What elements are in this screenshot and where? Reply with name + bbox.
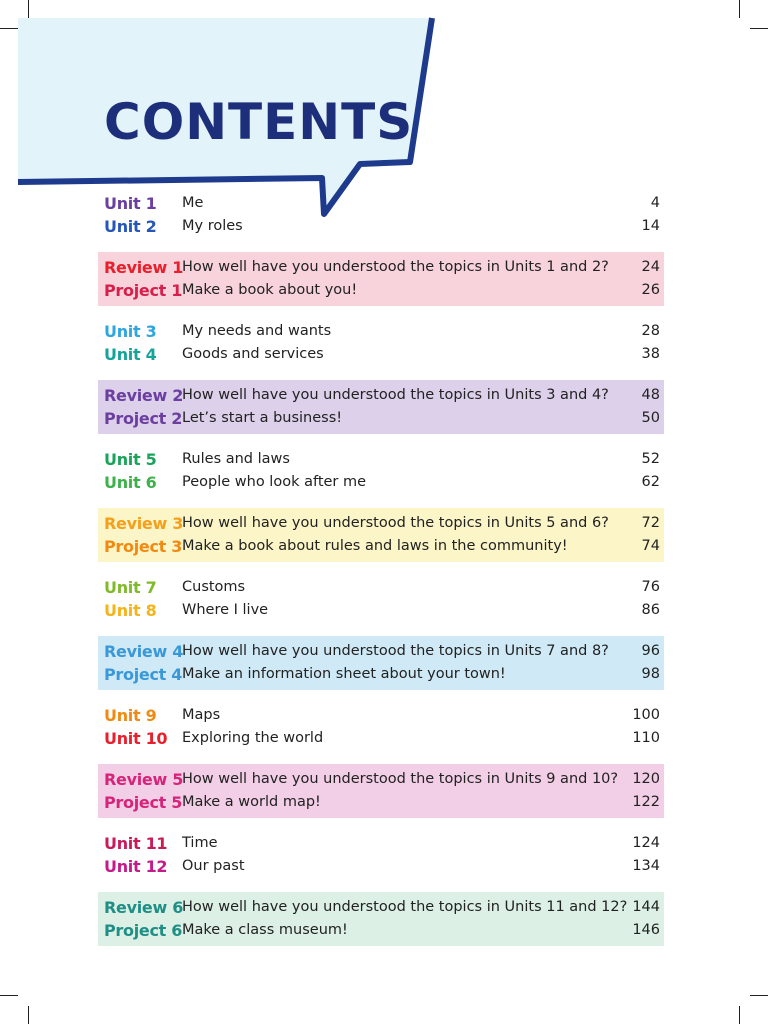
contents-entry[interactable]	[98, 791, 664, 814]
entry-title: Where I live	[182, 602, 269, 618]
entry-title: How well have you understood the topics in Units 9 and 10?	[182, 771, 619, 787]
contents-entry[interactable]	[98, 640, 664, 663]
contents-entry[interactable]	[98, 215, 664, 238]
contents-entry[interactable]	[98, 192, 664, 215]
review-project-block	[98, 892, 664, 946]
entry-label: Project 6	[104, 921, 183, 940]
contents-entry[interactable]	[98, 384, 664, 407]
entry-label: Unit 8	[104, 601, 157, 620]
page-number: 96	[641, 643, 660, 659]
entry-title: How well have you understood the topics in Units 3 and 4?	[182, 387, 609, 403]
entry-title: How well have you understood the topics in Units 1 and 2?	[182, 259, 609, 275]
review-project-block	[98, 636, 664, 690]
page-number: 26	[641, 282, 660, 298]
page-number: 110	[632, 730, 660, 746]
crop-mark	[739, 1006, 740, 1024]
entry-label: Review 5	[104, 770, 184, 789]
page-number: 76	[641, 579, 660, 595]
contents-entry[interactable]	[98, 919, 664, 942]
entry-title: Exploring the world	[182, 730, 324, 746]
entry-label: Unit 7	[104, 578, 157, 597]
entry-label: Review 4	[104, 642, 184, 661]
page-number: 52	[641, 451, 660, 467]
review-project-block	[98, 380, 664, 434]
entry-title: People who look after me	[182, 474, 367, 490]
page-number: 86	[641, 602, 660, 618]
entry-title: Time	[182, 835, 218, 851]
contents-list	[98, 190, 664, 958]
review-project-block	[98, 764, 664, 818]
page-number: 72	[641, 515, 660, 531]
contents-entry[interactable]	[98, 599, 664, 622]
contents-entry[interactable]	[98, 855, 664, 878]
entry-title: Customs	[182, 579, 246, 595]
page-number: 100	[632, 707, 660, 723]
contents-entry[interactable]	[98, 343, 664, 366]
contents-entry[interactable]	[98, 832, 664, 855]
review-project-block	[98, 252, 664, 306]
page-number: 122	[632, 794, 660, 810]
unit-block	[98, 702, 664, 752]
entry-label: Review 3	[104, 514, 184, 533]
entry-title: Goods and services	[182, 346, 324, 362]
unit-block	[98, 190, 664, 240]
entry-title: Me	[182, 195, 204, 211]
contents-entry[interactable]	[98, 512, 664, 535]
entry-label: Unit 2	[104, 217, 157, 236]
entry-label: Review 1	[104, 258, 184, 277]
page-number: 24	[641, 259, 660, 275]
entry-label: Unit 1	[104, 194, 157, 213]
page-number: 98	[641, 666, 660, 682]
crop-mark	[750, 995, 768, 996]
contents-entry[interactable]	[98, 704, 664, 727]
entry-title: Maps	[182, 707, 221, 723]
entry-title: Make a book about you!	[182, 282, 358, 298]
entry-title: Our past	[182, 858, 245, 874]
page-number: 28	[641, 323, 660, 339]
page-number: 62	[641, 474, 660, 490]
entry-title: My roles	[182, 218, 243, 234]
page-number: 74	[641, 538, 660, 554]
contents-entry[interactable]	[98, 471, 664, 494]
contents-entry[interactable]	[98, 407, 664, 430]
entry-title: Make an information sheet about your town!	[182, 666, 506, 682]
unit-block	[98, 318, 664, 368]
entry-label: Unit 3	[104, 322, 157, 341]
entry-label: Project 2	[104, 409, 183, 428]
contents-entry[interactable]	[98, 535, 664, 558]
crop-mark	[0, 995, 18, 996]
entry-title: Let’s start a business!	[182, 410, 343, 426]
entry-title: Make a class museum!	[182, 922, 348, 938]
entry-title: Make a world map!	[182, 794, 321, 810]
contents-entry[interactable]	[98, 279, 664, 302]
page-number: 14	[641, 218, 660, 234]
entry-label: Project 3	[104, 537, 183, 556]
entry-title: Make a book about rules and laws in the community!	[182, 538, 568, 554]
contents-entry[interactable]	[98, 896, 664, 919]
entry-label: Project 5	[104, 793, 183, 812]
page-number: 120	[632, 771, 660, 787]
entry-title: How well have you understood the topics in Units 5 and 6?	[182, 515, 609, 531]
unit-block	[98, 574, 664, 624]
contents-entry[interactable]	[98, 768, 664, 791]
page-number: 48	[641, 387, 660, 403]
page-number: 146	[632, 922, 660, 938]
entry-title: Rules and laws	[182, 451, 290, 467]
entry-label: Unit 12	[104, 857, 168, 876]
contents-entry[interactable]	[98, 448, 664, 471]
page-number: 134	[632, 858, 660, 874]
page-number: 144	[632, 899, 660, 915]
entry-title: How well have you understood the topics in Units 11 and 12?	[182, 899, 628, 915]
entry-label: Unit 10	[104, 729, 168, 748]
contents-entry[interactable]	[98, 320, 664, 343]
unit-block	[98, 446, 664, 496]
entry-label: Review 6	[104, 898, 184, 917]
entry-label: Unit 6	[104, 473, 157, 492]
entry-label: Unit 5	[104, 450, 157, 469]
crop-mark	[28, 1006, 29, 1024]
contents-entry[interactable]	[98, 256, 664, 279]
review-project-block	[98, 508, 664, 562]
contents-entry[interactable]	[98, 576, 664, 599]
entry-label: Project 1	[104, 281, 183, 300]
page-number: 50	[641, 410, 660, 426]
entry-label: Unit 4	[104, 345, 157, 364]
contents-entry[interactable]	[98, 663, 664, 686]
entry-label: Unit 11	[104, 834, 168, 853]
entry-title: How well have you understood the topics in Units 7 and 8?	[182, 643, 609, 659]
contents-entry[interactable]	[98, 727, 664, 750]
page-number: 38	[641, 346, 660, 362]
page-title: CONTENTS	[104, 93, 414, 151]
page-number: 4	[650, 195, 660, 211]
entry-label: Unit 9	[104, 706, 157, 725]
page-number: 124	[632, 835, 660, 851]
entry-title: My needs and wants	[182, 323, 332, 339]
entry-label: Review 2	[104, 386, 184, 405]
entry-label: Project 4	[104, 665, 183, 684]
unit-block	[98, 830, 664, 880]
